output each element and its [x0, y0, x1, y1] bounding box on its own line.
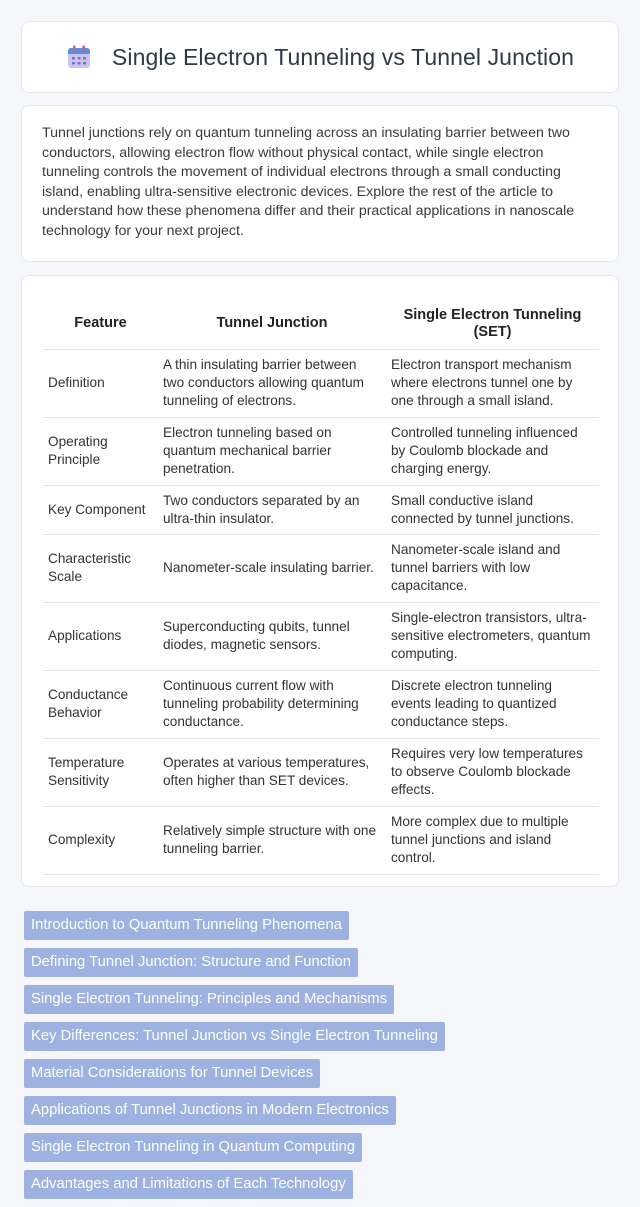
feature-cell: Operating Principle: [43, 417, 158, 485]
tunnel-junction-cell: Superconducting qubits, tunnel diodes, magnetic sensors.: [158, 602, 386, 670]
column-header-set: Single Electron Tunneling (SET): [403, 306, 582, 340]
table-row: [43, 670, 599, 738]
set-cell: More complex due to multiple tunnel junctions and island control.: [386, 806, 599, 874]
column-header-tunnel-junction: Tunnel Junction: [216, 315, 328, 332]
feature-cell: Conductance Behavior: [43, 670, 158, 738]
column-header-feature: Feature: [74, 315, 127, 332]
set-cell: Controlled tunneling influenced by Coulomb blockade and charging energy.: [386, 417, 599, 485]
table-row: [43, 349, 599, 417]
header-card: [21, 21, 619, 93]
table-row: [43, 534, 599, 602]
toc-link-introduction[interactable]: Introduction to Quantum Tunneling Phenomena: [24, 911, 349, 940]
feature-cell: Definition: [43, 349, 158, 417]
toc-link-defining-tunnel-junction[interactable]: Defining Tunnel Junction: Structure and Function: [24, 948, 358, 977]
toc-link-key-differences[interactable]: Key Differences: Tunnel Junction vs Single Electron Tunneling: [24, 1022, 445, 1051]
set-cell: Discrete electron tunneling events leading to quantized conductance steps.: [386, 670, 599, 738]
page-title: Single Electron Tunneling vs Tunnel Junction: [111, 43, 575, 70]
table-row: [43, 806, 599, 874]
calendar-icon: [66, 44, 92, 70]
table-of-contents: [24, 911, 620, 1207]
tunnel-junction-cell: Nanometer-scale insulating barrier.: [158, 534, 386, 602]
set-cell: Requires very low temperatures to observe Coulomb blockade effects.: [386, 738, 599, 806]
toc-link-applications[interactable]: Applications of Tunnel Junctions in Modern Electronics: [24, 1096, 396, 1125]
feature-cell: Applications: [43, 602, 158, 670]
comparison-card: [21, 275, 619, 887]
toc-link-advantages-limitations[interactable]: Advantages and Limitations of Each Technology: [24, 1170, 353, 1199]
set-cell: Single-electron transistors, ultra-sensitive electrometers, quantum computing.: [386, 602, 599, 670]
table-row: [43, 738, 599, 806]
tunnel-junction-cell: Operates at various temperatures, often higher than SET devices.: [158, 738, 386, 806]
table-header-row: [43, 299, 599, 349]
feature-cell: Key Component: [43, 485, 158, 534]
feature-cell: Temperature Sensitivity: [43, 738, 158, 806]
comparison-table: [43, 299, 599, 875]
feature-cell: Characteristic Scale: [43, 534, 158, 602]
feature-cell: Complexity: [43, 806, 158, 874]
header: [22, 22, 618, 92]
intro-card: [21, 105, 619, 262]
table-row: [43, 602, 599, 670]
tunnel-junction-cell: A thin insulating barrier between two conductors allowing quantum tunneling of electrons.: [158, 349, 386, 417]
toc-link-quantum-computing[interactable]: Single Electron Tunneling in Quantum Computing: [24, 1133, 362, 1162]
tunnel-junction-cell: Two conductors separated by an ultra-thin insulator.: [158, 485, 386, 534]
tunnel-junction-cell: Continuous current flow with tunneling probability determining conductance.: [158, 670, 386, 738]
table-row: [43, 417, 599, 485]
toc-link-material-considerations[interactable]: Material Considerations for Tunnel Devices: [24, 1059, 320, 1088]
set-cell: Nanometer-scale island and tunnel barriers with low capacitance.: [386, 534, 599, 602]
set-cell: Small conductive island connected by tunnel junctions.: [386, 485, 599, 534]
tunnel-junction-cell: Electron tunneling based on quantum mechanical barrier penetration.: [158, 417, 386, 485]
set-cell: Electron transport mechanism where electrons tunnel one by one through a small island.: [386, 349, 599, 417]
toc-link-set-principles[interactable]: Single Electron Tunneling: Principles and Mechanisms: [24, 985, 394, 1014]
table-row: [43, 485, 599, 534]
intro-paragraph: Tunnel junctions rely on quantum tunneling across an insulating barrier between two conductors, allowing electron flow without physical contact, while single electron tunneling controls the movement of individual electrons through a small conducting island, enabling ultra-sensitive electronic devices. Explore the rest of the article to understand how these phenomena differ and their practical applications in nanoscale technology for your next project.: [42, 125, 575, 239]
tunnel-junction-cell: Relatively simple structure with one tunneling barrier.: [158, 806, 386, 874]
